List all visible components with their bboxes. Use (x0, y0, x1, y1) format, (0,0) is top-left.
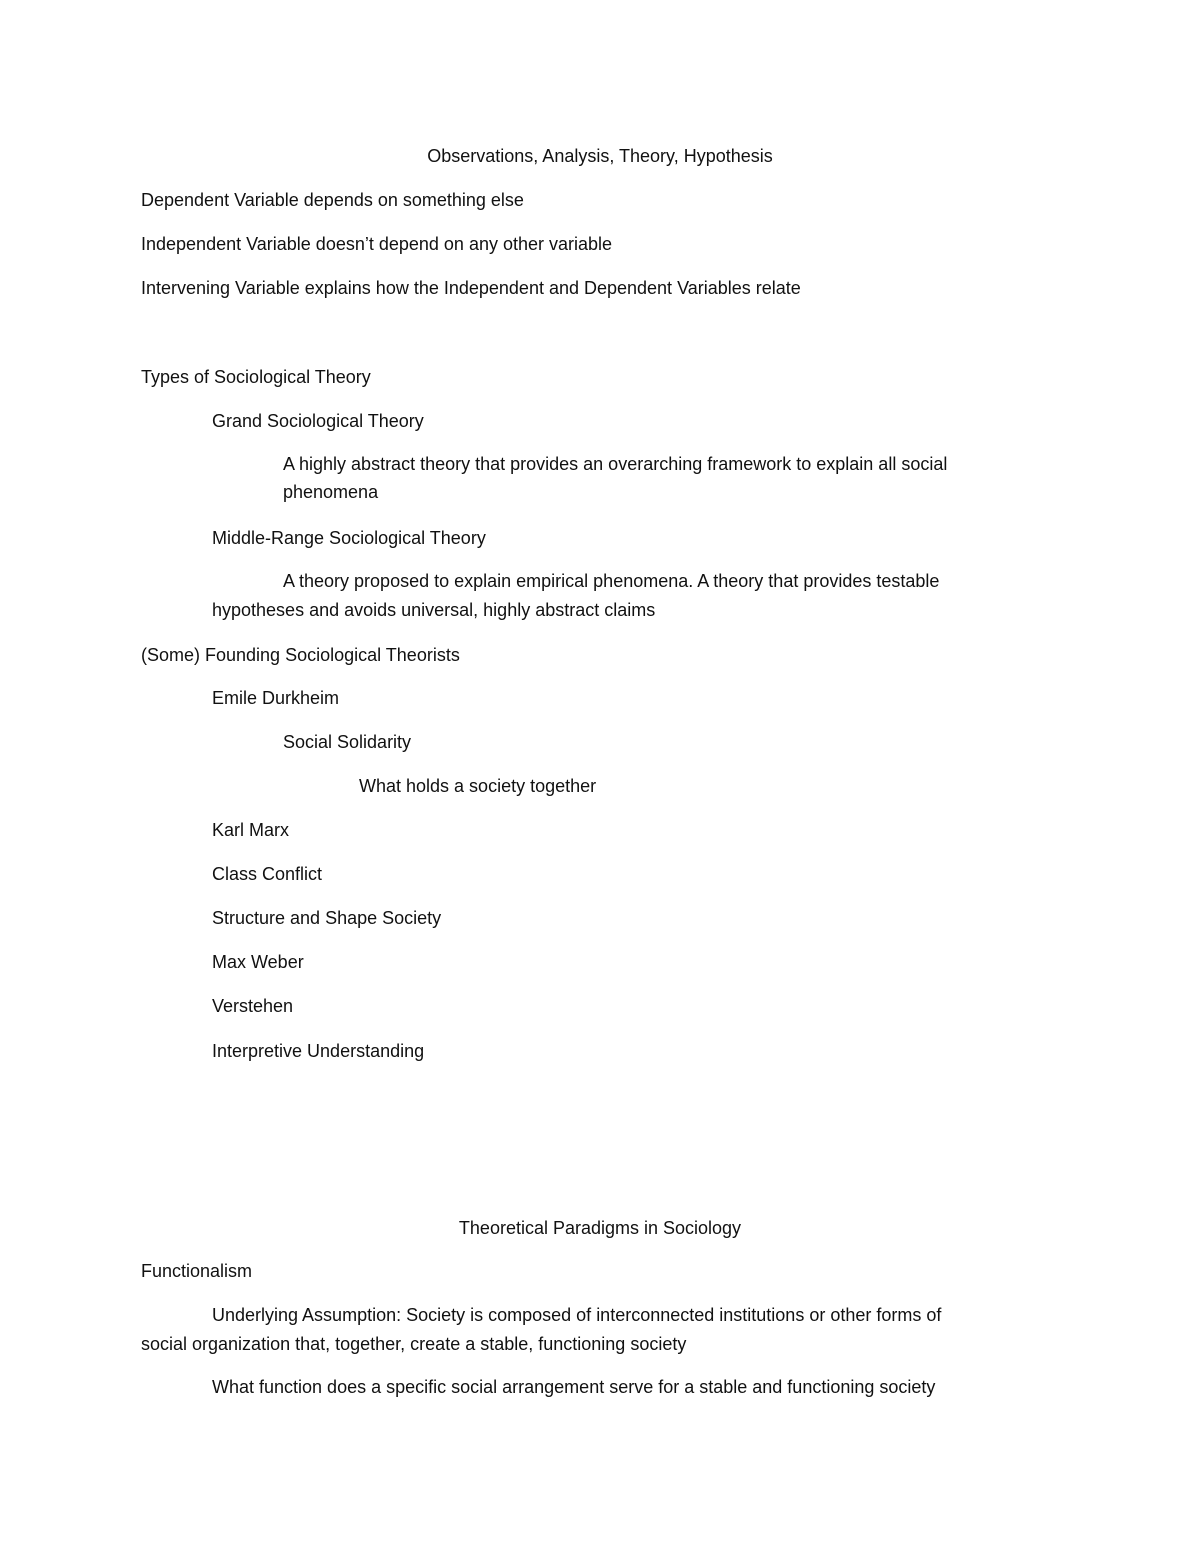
weber-name: Max Weber (212, 952, 304, 972)
middle-range-theory-label: Middle-Range Sociological Theory (212, 528, 486, 548)
middle-range-definition-line-1: A theory proposed to explain empirical phenomena. A theory that provides testable (283, 571, 940, 591)
functionalism-assumption-line-1: Underlying Assumption: Society is composed of interconnected institutions or other forms of (212, 1305, 942, 1325)
functionalism-heading: Functionalism (141, 1261, 253, 1281)
weber-concept: Verstehen (212, 996, 294, 1016)
types-heading: Types of Sociological Theory (141, 367, 371, 387)
intervening-variable-text: Intervening Variable explains how the Independent and Dependent Variables relate (141, 278, 801, 298)
durkheim-concept-note: What holds a society together (359, 776, 597, 796)
founders-heading: (Some) Founding Sociological Theorists (141, 645, 460, 665)
section-title-paradigms: Theoretical Paradigms in Sociology (458, 1218, 742, 1238)
weber-concept-note: Interpretive Understanding (212, 1041, 425, 1061)
durkheim-name: Emile Durkheim (212, 688, 340, 708)
functionalism-assumption-line-2: social organization that, together, create a stable, functioning society (141, 1334, 687, 1354)
marx-concept-note: Structure and Shape Society (212, 908, 442, 928)
section-title-observations: Observations, Analysis, Theory, Hypothesis (427, 146, 773, 166)
durkheim-concept: Social Solidarity (283, 732, 412, 752)
marx-concept: Class Conflict (212, 864, 323, 884)
grand-theory-label: Grand Sociological Theory (212, 411, 424, 431)
middle-range-definition-line-2: hypotheses and avoids universal, highly abstract claims (212, 600, 656, 620)
grand-theory-definition: A highly abstract theory that provides an overarching framework to explain all social phenomena (283, 454, 948, 502)
functionalism-question: What function does a specific social arrangement serve for a stable and functioning society (212, 1377, 936, 1397)
dependent-variable-text: Dependent Variable depends on something else (141, 190, 524, 210)
independent-variable-text: Independent Variable doesn’t depend on any other variable (141, 234, 613, 254)
marx-name: Karl Marx (212, 820, 290, 840)
